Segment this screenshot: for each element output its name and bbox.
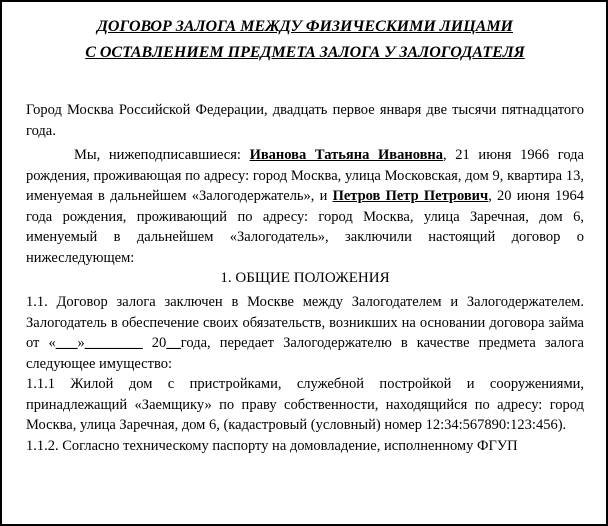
intro-text-3: , 20 июня 1964 года рождения, проживающий по адресу: город Москва, улица Заречная, дом 6, именуемый в дальнейшем «Залогодатель», заключили настоящий договор о нижеследующем: [26, 188, 584, 266]
clause-1-1-1: 1.1.1 Жилой дом с пристройками, служебной постройкой и сооружениями, принадлежащий «Заемщику» по праву собственности, находящийся по адресу: город Москва, улица Заречная, дом 6, (кадастровый (условный) номер 12:34:567890:123:456). [26, 376, 584, 433]
clause-1-1-text-b: » [77, 335, 85, 351]
clause-1-1-text-a: 1.1. Договор залога заключен в Москве между Залогодателем и Залогодержателем. Залогодатель в обеспечение своих обязательств, возникших на основании договора займа от « [26, 294, 584, 351]
clause-1-1-2: 1.1.2. Согласно техническому паспорту на домовладение, исполненному ФГУП [26, 437, 518, 454]
blank-month: ________ [84, 335, 143, 351]
intro-text-1: Мы, нижеподписавшиеся: [74, 147, 250, 163]
blank-day: ___ [55, 335, 78, 351]
document-title-line-2: С ОСТАВЛЕНИЕМ ПРЕДМЕТА ЗАЛОГА У ЗАЛОГОДАТЕЛЯ [85, 44, 525, 61]
party-name-pledgor: Петров Петр Петрович [332, 188, 489, 204]
place-date-paragraph: Город Москва Российской Федерации, двадцать первое января две тысячи пятнадцатого года. [26, 102, 584, 139]
intro-text-2: , 21 июня 1966 года рождения, проживающая по адресу: город Москва, улица Московская, дом 9, квартира 13, именуемая в дальнейшем «Залогодержатель», и [26, 147, 584, 204]
parties-paragraph [26, 145, 584, 268]
clause-1-1 [26, 292, 584, 374]
document-title-line-1: ДОГОВОР ЗАЛОГА МЕЖДУ ФИЗИЧЕСКИМИ ЛИЦАМИ [97, 18, 513, 35]
section-heading-general: 1. ОБЩИЕ ПОЛОЖЕНИЯ [220, 270, 390, 286]
blank-year: __ [166, 335, 181, 351]
clause-1-1-text-c: 20 [142, 335, 167, 351]
party-name-pledgee: Иванова Татьяна Ивановна [249, 147, 444, 163]
clause-1-1-text-d: года, передает Залогодержателю в качестве предмета залога следующее имущество: [26, 335, 584, 372]
